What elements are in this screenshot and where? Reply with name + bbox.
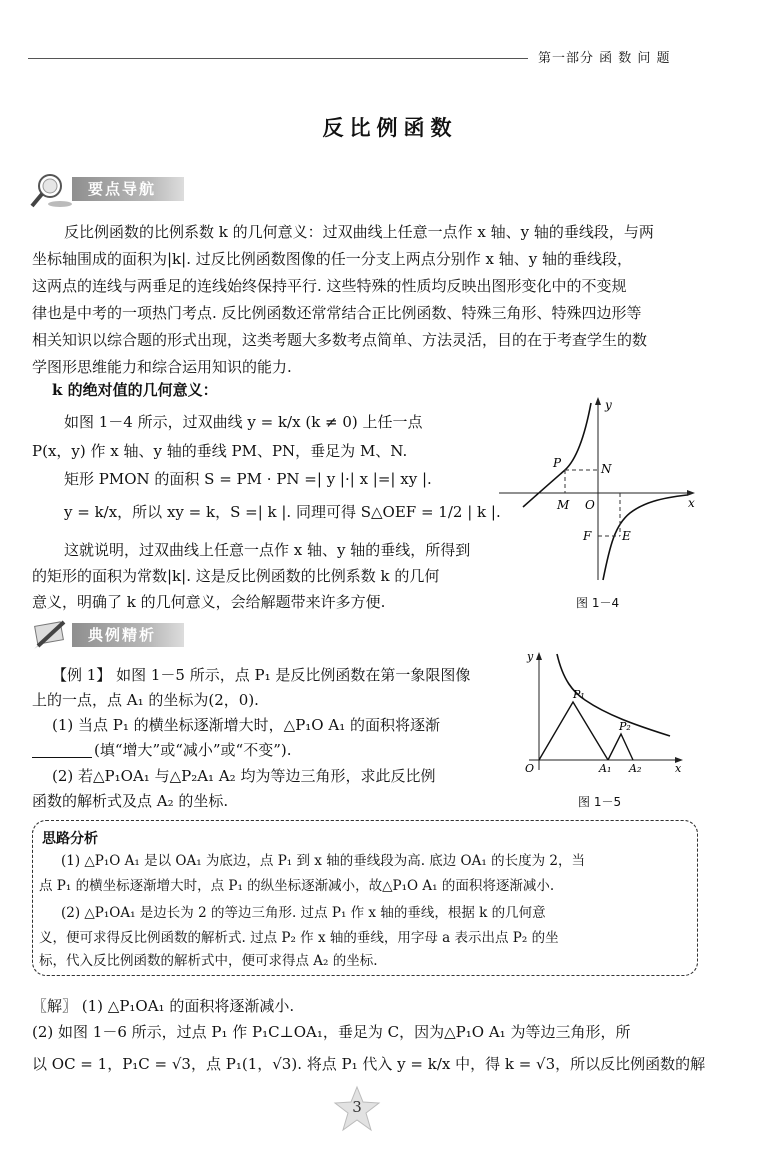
point-n-label: N <box>601 462 612 476</box>
point-p1-label: P₁ <box>573 688 585 701</box>
solution-line: 以 OC = 1，P₁C = √3，点 P₁(1，√3). 将点 P₁ 代入 y = k/x 中，得 k = √3，所以反比例函数的解 <box>32 1055 706 1073</box>
example-line: (1) 当点 P₁ 的横坐标逐渐增大时，△P₁O A₁ 的面积将逐渐 <box>52 716 440 734</box>
intro-line: 反比例函数的比例系数 k 的几何意义：过双曲线上任意一点作 x 轴、y 轴的垂线段，与两 <box>64 223 654 241</box>
header-rule <box>28 58 528 59</box>
example-line: 【例 1】 如图 1－5 所示，点 P₁ 是反比例函数在第一象限图像 <box>52 666 471 684</box>
intro-line: 学图形思维能力和综合运用知识的能力. <box>32 358 292 376</box>
example-line: (2) 若△P₁OA₁ 与△P₂A₁ A₂ 均为等边三角形，求此反比例 <box>52 767 436 785</box>
point-m-label: M <box>557 498 570 512</box>
pencil-icon <box>30 618 70 650</box>
solution-line: 〖解〗 (1) △P₁OA₁ 的面积将逐渐减小. <box>32 997 295 1015</box>
analysis-line: 点 P₁ 的横坐标逐渐增大时，点 P₁ 的纵坐标逐渐减小，故△P₁O A₁ 的面积将逐渐减小. <box>39 878 555 894</box>
origin-label: O <box>525 762 535 775</box>
k-line: 矩形 PMON 的面积 S = PM · PN =| y |·| x |=| xy |. <box>64 470 432 488</box>
answer-blank[interactable] <box>32 757 92 758</box>
magnifier-icon <box>28 170 74 210</box>
k-line: 的矩形的面积为常数|k|. 这是反比例函数的比例系数 k 的几何 <box>32 567 440 585</box>
x-axis-label: x <box>675 762 682 775</box>
k-heading: k 的绝对值的几何意义： <box>52 381 218 399</box>
k-line: 这就说明，过双曲线上任意一点作 x 轴、y 轴的垂线，所得到 <box>64 541 471 559</box>
point-p-label: P <box>553 456 562 470</box>
analysis-line: 义，便可求得反比例函数的解析式. 过点 P₂ 作 x 轴的垂线，用字母 a 表示出点 P₂ 的坐 <box>39 930 559 946</box>
point-a1-label: A₁ <box>599 762 612 775</box>
analysis-line: 标，代入反比例函数的解析式中，便可求得点 A₂ 的坐标. <box>39 953 378 969</box>
k-line: y = k/x，所以 xy = k，S =| k |. 同理可得 S△OEF = 1/2 | k |. <box>64 503 501 521</box>
intro-line: 坐标轴围成的面积为|k|. 过反比例函数图像的任一分支上两点分别作 x 轴、y 轴的垂线段， <box>32 250 632 268</box>
guide-banner: 要点导航 <box>72 177 184 201</box>
y-axis-label: y <box>527 650 534 663</box>
example-line: 上的一点，点 A₁ 的坐标为(2，0). <box>32 691 259 709</box>
figure-1-4-caption: 图 1－4 <box>576 596 620 610</box>
intro-line: 相关知识以综合题的形式出现，这类考题大多数考点简单、方法灵活，目的在于考查学生的数 <box>32 331 648 349</box>
page-title: 反比例函数 <box>322 116 458 140</box>
figure-1-5 <box>515 650 690 775</box>
analysis-line: (2) △P₁OA₁ 是边长为 2 的等边三角形. 过点 P₁ 作 x 轴的垂线，根据 k 的几何意 <box>61 905 546 921</box>
x-axis-label: x <box>688 496 695 510</box>
point-p2-label: P₂ <box>619 720 631 733</box>
k-line: P(x，y) 作 x 轴、y 轴的垂线 PM、PN，垂足为 M、N. <box>32 442 408 460</box>
y-axis-label: y <box>605 398 612 412</box>
intro-line: 律也是中考的一项热门考点. 反比例函数还常常结合正比例函数、特殊三角形、特殊四边形等 <box>32 304 642 322</box>
solution-line: (2) 如图 1－6 所示，过点 P₁ 作 P₁C⊥OA₁，垂足为 C，因为△P₁O A₁ 为等边三角形，所 <box>32 1023 631 1041</box>
example-line: (填“增大”或“减小”或“不变”). <box>94 741 292 759</box>
origin-label: O <box>585 498 595 512</box>
page-number: 3 <box>352 1098 362 1116</box>
figure-1-4 <box>495 395 700 585</box>
k-line: 意义，明确了 k 的几何意义，会给解题带来许多方便. <box>32 593 386 611</box>
header-section: 第一部分 函 数 问 题 <box>538 51 671 66</box>
point-e-label: E <box>622 529 631 543</box>
examples-banner: 典例精析 <box>72 623 184 647</box>
analysis-line: (1) △P₁O A₁ 是以 OA₁ 为底边，点 P₁ 到 x 轴的垂线段为高. 底边 OA₁ 的长度为 2，当 <box>61 853 585 869</box>
intro-line: 这两点的连线与两垂足的连线始终保持平行. 这些特殊的性质均反映出图形变化中的不变规 <box>32 277 627 295</box>
point-a2-label: A₂ <box>629 762 642 775</box>
k-line: 如图 1－4 所示，过双曲线 y = k/x (k ≠ 0) 上任一点 <box>64 413 423 431</box>
analysis-title: 思路分析 <box>42 831 98 847</box>
point-f-label: F <box>583 529 592 543</box>
example-line: 函数的解析式及点 A₂ 的坐标. <box>32 792 229 810</box>
figure-1-5-caption: 图 1－5 <box>578 795 622 809</box>
